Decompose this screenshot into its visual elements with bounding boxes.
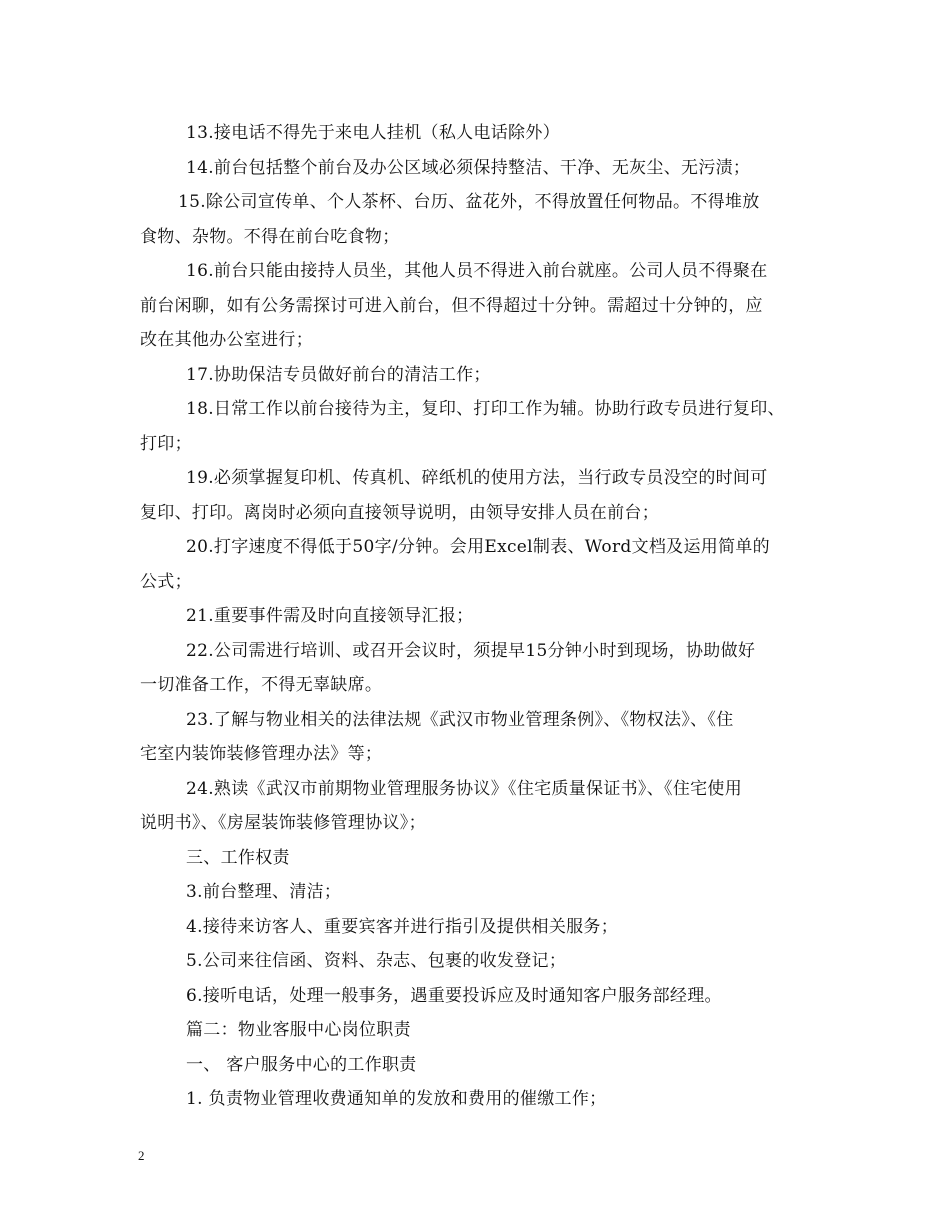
- paragraph-line: 一、 客户服务中心的工作职责: [186, 1054, 417, 1075]
- paragraph-line: 18.日常工作以前台接待为主，复印、打印工作为辅。协助行政专员进行复印、: [186, 399, 785, 419]
- paragraph-line: 改在其他办公室进行；: [140, 330, 313, 350]
- paragraph-line: 公式；: [140, 571, 192, 592]
- paragraph: [140, 254, 820, 358]
- paragraph-line: 24.熟读《武汉市前期物业管理服务协议》《住宅质量保证书》、《住宅使用: [186, 778, 743, 799]
- paragraph-line: 17.协助保洁专员做好前台的清洁工作；: [186, 364, 491, 385]
- paragraph-line: 篇二：物业客服中心岗位职责: [186, 1020, 411, 1040]
- page-number: 2: [138, 1148, 145, 1163]
- paragraph: [140, 875, 820, 910]
- paragraph-line: 5.公司来往信函、资料、杂志、包裹的收发登记；: [186, 951, 567, 971]
- paragraph-line: 4.接待来访客人、重要宾客并进行指引及提供相关服务；: [186, 916, 619, 937]
- paragraph-line: 23.了解与物业相关的法律法规《武汉市物业管理条例》、《物权法》、《住: [186, 709, 734, 730]
- paragraph-line: 13.接电话不得先于来电人挂机（私人电话除外）: [186, 123, 560, 143]
- paragraph: [140, 703, 820, 772]
- paragraph: [140, 461, 820, 530]
- paragraph: [140, 151, 820, 186]
- paragraph: [140, 841, 820, 876]
- paragraph: [140, 599, 820, 634]
- paragraph-line: 20.打字速度不得低于50字/分钟。会用Excel制表、Word文档及运用简单的: [186, 537, 770, 557]
- paragraph-line: 16.前台只能由接持人员坐，其他人员不得进入前台就座。公司人员不得聚在: [186, 261, 768, 281]
- paragraph: [140, 358, 820, 393]
- paragraph: [140, 910, 820, 945]
- paragraph-line: 22.公司需进行培训、或召开会议时，须提早15分钟小时到现场，协助做好: [186, 640, 756, 661]
- paragraph: [140, 530, 820, 599]
- paragraph-line: 14.前台包括整个前台及办公区域必须保持整洁、干净、无灰尘、无污渍；: [186, 157, 751, 178]
- paragraph-line: 复印、打印。离岗时必须向直接领导说明，由领导安排人员在前台；: [140, 502, 659, 523]
- paragraph-line: 食物、杂物。不得在前台吃食物；: [140, 226, 400, 247]
- paragraph-line: 1. 负责物业管理收费通知单的发放和费用的催缴工作；: [186, 1089, 607, 1109]
- document-body: [140, 116, 820, 1117]
- paragraph-line: 说明书》、《房屋装饰装修管理协议》；: [140, 813, 426, 833]
- paragraph-line: 21.重要事件需及时向直接领导汇报；: [186, 606, 474, 626]
- paragraph-line: 6.接听电话，处理一般事务，遇重要投诉应及时通知客户服务部经理。: [186, 985, 722, 1006]
- paragraph-line: 一切准备工作，不得无辜缺席。: [140, 675, 383, 695]
- paragraph-line: 19.必须掌握复印机、传真机、碎纸机的使用方法，当行政专员没空的时间可: [186, 468, 768, 488]
- paragraph: [140, 392, 820, 461]
- paragraph-line: 三、工作权责: [186, 847, 290, 868]
- paragraph: [140, 1082, 820, 1117]
- paragraph-line: 前台闲聊，如有公务需探讨可进入前台，但不得超过十分钟。需超过十分钟的，应: [140, 295, 763, 316]
- paragraph-line: 打印；: [140, 433, 192, 454]
- paragraph: [140, 634, 820, 703]
- paragraph-line: 3.前台整理、清洁；: [186, 882, 342, 902]
- paragraph: [140, 116, 820, 151]
- paragraph: [140, 772, 820, 841]
- paragraph-line: 宅室内装饰装修管理办法》等；: [140, 744, 383, 764]
- paragraph: [140, 185, 820, 254]
- paragraph-line: 15.除公司宣传单、个人茶杯、台历、盆花外，不得放置任何物品。不得堆放: [178, 192, 760, 212]
- paragraph: [140, 944, 820, 979]
- paragraph: [140, 1013, 820, 1048]
- paragraph: [140, 1048, 820, 1083]
- paragraph: [140, 979, 820, 1014]
